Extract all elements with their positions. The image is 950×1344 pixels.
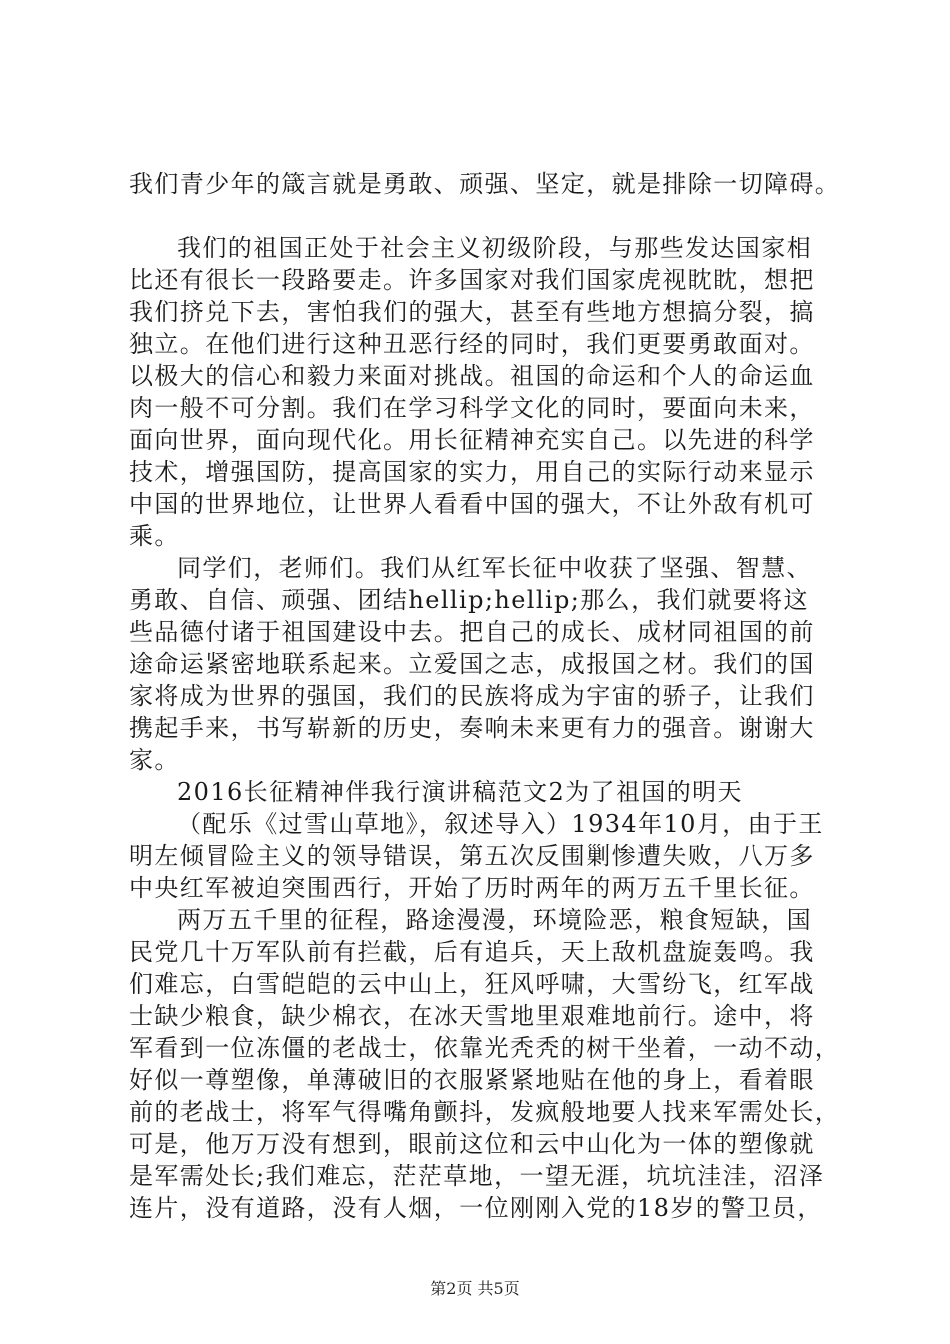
text-line: 明左倾冒险主义的领导错误，第五次反围剿惨遭失败，八万多 [129,842,815,870]
text-line: 是军需处长;我们难忘，茫茫草地，一望无涯，坑坑洼洼，沼泽 [129,1162,825,1190]
text-line: 前的老战士，将军气得嘴角颤抖，发疯般地要人找来军需处长， [129,1098,841,1126]
text-line: 勇敢、自信、顽强、团结hellip;hellip;那么，我们就要将这 [129,586,809,614]
page-footer [0,1279,950,1299]
text-line: 途命运紧密地联系起来。立爱国之志，成报国之材。我们的国 [129,650,815,678]
text-line: 好似一尊塑像，单薄破旧的衣服紧紧地贴在他的身上，看着眼 [129,1066,815,1094]
text-line: 们难忘，白雪皑皑的云中山上，狂风呼啸，大雪纷飞，红军战 [129,970,815,998]
text-line: 可是，他万万没有想到，眼前这位和云中山化为一体的塑像就 [129,1130,815,1158]
text-line: 我们挤兑下去，害怕我们的强大，甚至有些地方想搞分裂，搞 [129,298,815,326]
text-line: 独立。在他们进行这种丑恶行经的同时，我们更要勇敢面对。 [129,330,815,358]
text-line: 我们的祖国正处于社会主义初级阶段，与那些发达国家相 [177,234,812,262]
text-line: 士缺少粮食，缺少棉衣，在冰天雪地里艰难地前行。途中，将 [129,1002,815,1030]
text-line: 民党几十万军队前有拦截，后有追兵，天上敌机盘旋轰鸣。我 [129,938,815,966]
text-line: 同学们，老师们。我们从红军长征中收获了坚强、智慧、 [177,554,812,582]
text-line: 面向世界，面向现代化。用长征精神充实自己。以先进的科学 [129,426,815,454]
page-number: 第2页 共5页 [430,1279,520,1298]
text-line: 两万五千里的征程，路途漫漫，环境险恶，粮食短缺，国 [177,906,812,934]
text-line: 家。 [129,746,180,774]
section-heading: 2016长征精神伴我行演讲稿范文2为了祖国的明天 [177,778,743,806]
text-line: 连片，没有道路，没有人烟，一位刚刚入党的18岁的警卫员， [129,1194,823,1222]
text-line: 些品德付诸于祖国建设中去。把自己的成长、成材同祖国的前 [129,618,815,646]
text-line: 乘。 [129,522,180,550]
text-line: 家将成为世界的强国，我们的民族将成为宇宙的骄子，让我们 [129,682,815,710]
text-line: 携起手来，书写崭新的历史，奏响未来更有力的强音。谢谢大 [129,714,815,742]
text-line: 技术，增强国防，提高国家的实力，用自己的实际行动来显示 [129,458,815,486]
text-line: 比还有很长一段路要走。许多国家对我们国家虎视眈眈，想把 [129,266,815,294]
text-line: 以极大的信心和毅力来面对挑战。祖国的命运和个人的命运血 [129,362,815,390]
text-line: 中国的世界地位，让世界人看看中国的强大，不让外敌有机可 [129,490,815,518]
text-line: 军看到一位冻僵的老战士，依靠光秃秃的树干坐着，一动不动， [129,1034,841,1062]
text-line: （配乐《过雪山草地》，叙述导入）1934年10月，由于王 [177,810,824,838]
text-line: 我们青少年的箴言就是勇敢、顽强、坚定，就是排除一切障碍。 [129,170,841,198]
document-body [129,168,849,1224]
text-line: 中央红军被迫突围西行，开始了历时两年的两万五千里长征。 [129,874,815,902]
text-line: 肉一般不可分割。我们在学习科学文化的同时，要面向未来， [129,394,815,422]
